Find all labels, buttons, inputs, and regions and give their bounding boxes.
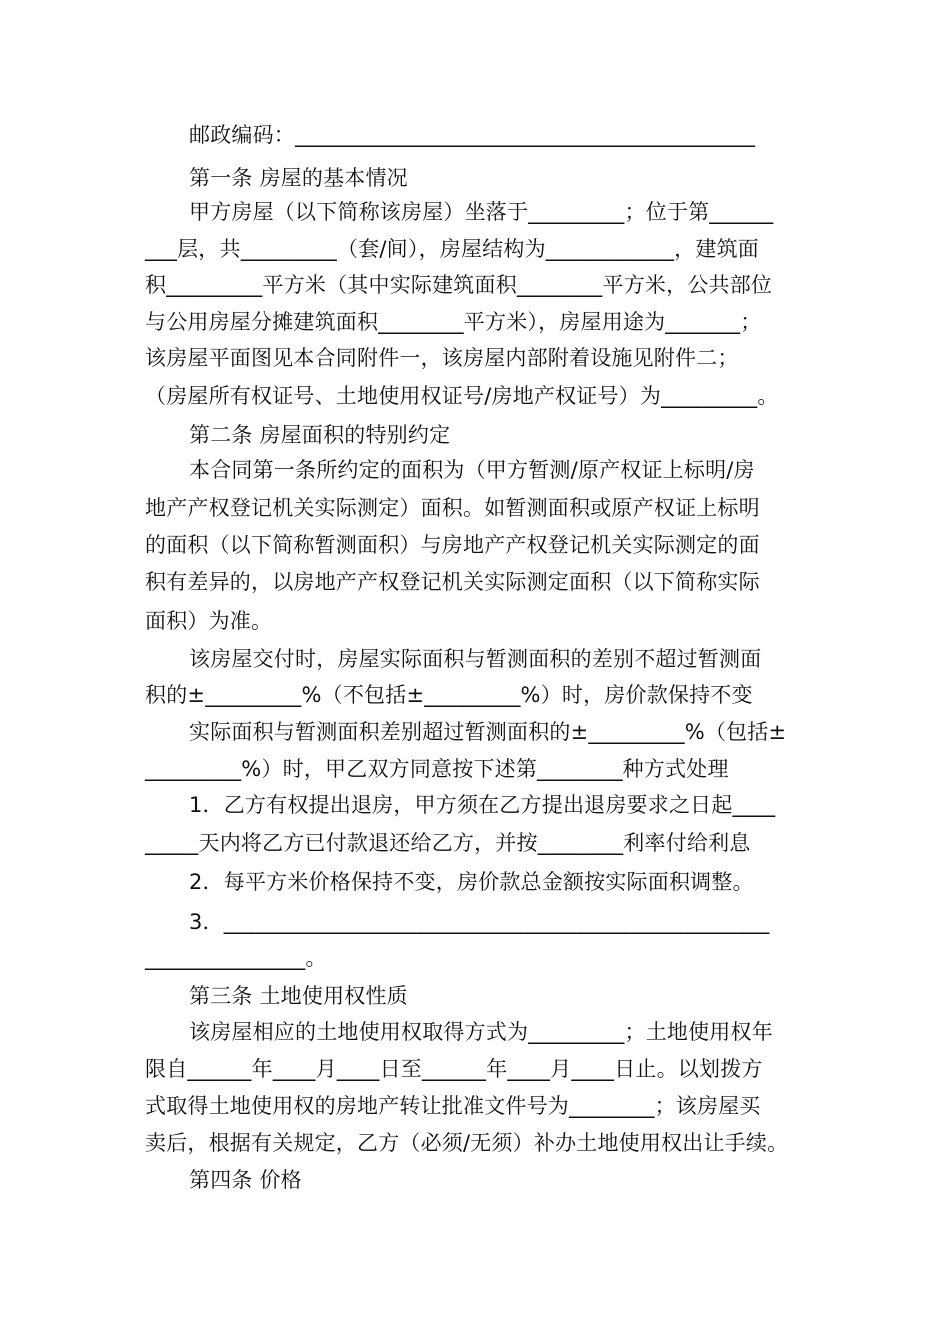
article-3-paragraph-line-4: 卖后，根据有关规定，乙方（必须/无须）补办土地使用权出让手续。 [145,1131,789,1155]
article-3-paragraph-line-3: 式取得土地使用权的房地产转让批准文件号为________；该房屋买 [145,1094,761,1118]
option-2-line: 2．每平方米价格保持不变，房价款总金额按实际面积调整。 [189,870,754,894]
area-difference-line-4: _________%）时，甲乙双方同意按下述第________种方式处理 [145,757,729,781]
option-3-line-1: 3．___________________________________________________ [189,910,770,934]
article-1-paragraph-line-1: 甲方房屋（以下简称该房屋）坐落于_________；位于第______ [189,200,774,224]
article-2-paragraph-line-1: 本合同第一条所约定的面积为（甲方暂测/原产权证上标明/房 [189,458,755,482]
option-1-line-1: 1．乙方有权提出退房，甲方须在乙方提出退房要求之日起____ [189,793,776,817]
article-2-paragraph-line-5: 面积）为准。 [145,609,273,633]
article-1-paragraph-line-4: 与公用房屋分摊建筑面积________平方米），房屋用途为_______； [145,310,762,334]
area-difference-line-1: 该房屋交付时，房屋实际面积与暂测面积的差别不超过暂测面 [189,647,762,671]
article-1-paragraph-line-3: 积_________平方米（其中实际建筑面积________平方米，公共部位 [145,273,773,297]
article-1-heading: 第一条 房屋的基本情况 [189,166,408,190]
article-1-paragraph-line-6: （房屋所有权证号、土地使用权证号/房地产权证号）为_________。 [145,384,779,408]
article-1-paragraph-line-2: ___层，共_________（套/间），房屋结构为____________，建筑面 [145,237,759,261]
article-2-paragraph-line-4: 积有差异的，以房地产产权登记机关实际测定面积（以下简称实际 [145,570,760,594]
option-1-line-2: _____天内将乙方已付款退还给乙方，并按________利率付给利息 [145,831,751,855]
article-3-paragraph-line-2: 限自______年____月____日至______年____月____日止。以划拨方 [145,1057,763,1081]
article-2-paragraph-line-3: 的面积（以下简称暂测面积）与房地产产权登记机关实际测定的面 [145,533,760,557]
area-difference-line-3: 实际面积与暂测面积差别超过暂测面积的±_________%（包括± [189,720,787,744]
article-3-heading: 第三条 土地使用权性质 [189,984,408,1008]
article-4-heading: 第四条 价格 [189,1168,302,1192]
option-3-line-2: _______________。 [145,946,327,970]
article-3-paragraph-line-1: 该房屋相应的土地使用权取得方式为_________；土地使用权年 [189,1020,773,1044]
area-difference-line-2: 积的±_________%（不包括±_________%）时，房价款保持不变 [145,683,753,707]
postal-code-line: 邮政编码：___________________________________________ [189,123,756,147]
article-2-heading: 第二条 房屋面积的特别约定 [189,423,451,447]
article-2-paragraph-line-2: 地产产权登记机关实际测定）面积。如暂测面积或原产权证上标明 [145,496,760,520]
article-1-paragraph-line-5: 该房屋平面图见本合同附件一，该房屋内部附着设施见附件二； [145,346,739,370]
